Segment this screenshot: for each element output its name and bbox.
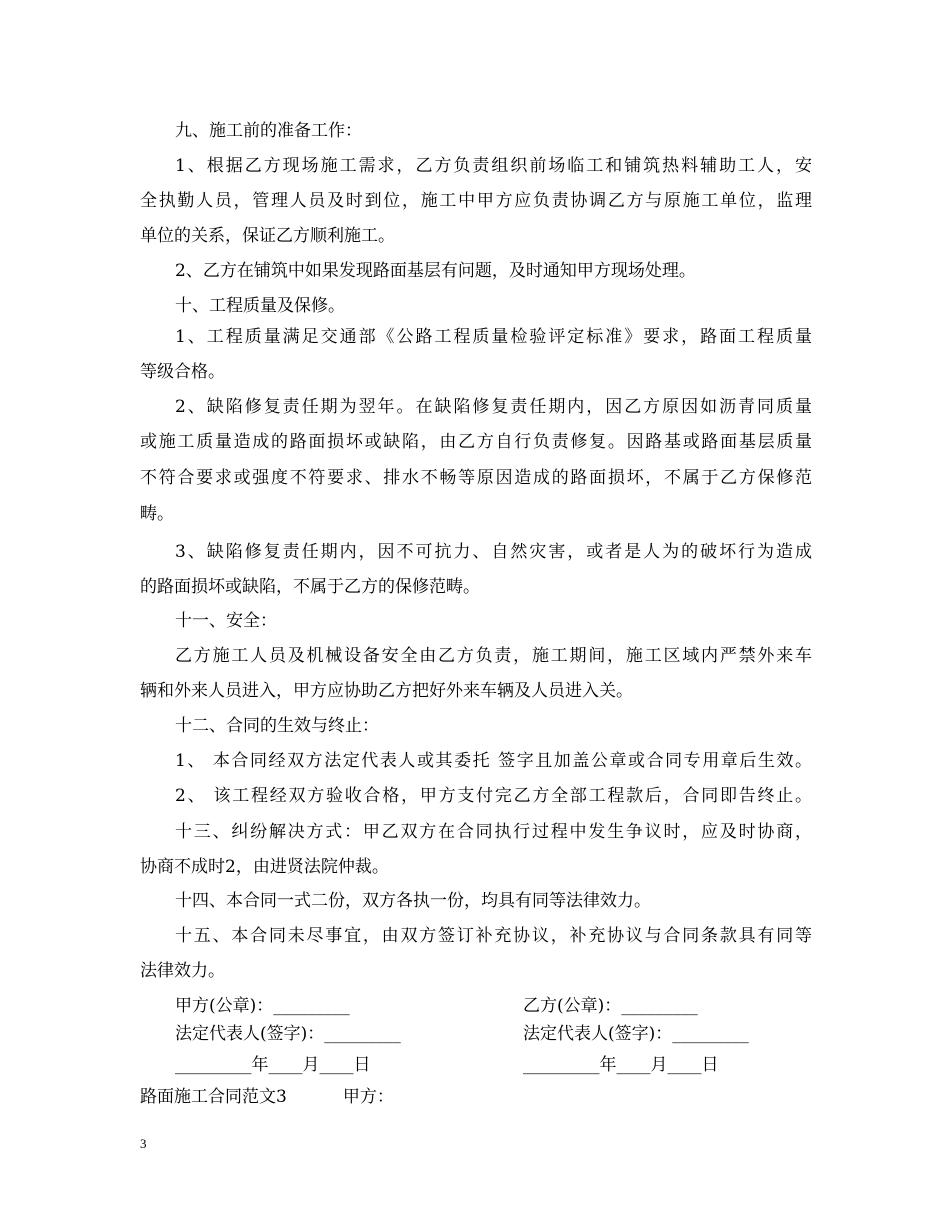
next-section-heading — [140, 1082, 812, 1112]
paragraph-line: 畴。 — [140, 504, 174, 524]
paragraph-line: 的路面损坏或缺陷，不属于乙方的保修范畴。 — [140, 577, 480, 597]
paragraph-line: 或施工质量造成的路面损坏或缺陷，由乙方自行负责修复。因路基或路面基层质量 — [140, 432, 812, 452]
section-heading-11: 十一、安全： — [175, 611, 277, 631]
paragraph-line: 1、工程质量满足交通部《公路工程质量检验评定标准》要求，路面工程质量 — [175, 327, 812, 347]
paragraph-line: 全执勤人员，管理人员及时到位，施工中甲方应负责协调乙方与原施工单位，监理 — [140, 191, 812, 211]
paragraph-line: 1、 本合同经双方法定代表人或其委托 签字且加盖公章或合同专用章后生效。 — [175, 751, 812, 771]
section-heading-12: 十二、合同的生效与终止： — [175, 716, 379, 736]
section-heading-15: 十五、本合同未尽事宜，由双方签订补充协议，补充协议与合同条款具有同等 — [175, 926, 812, 946]
paragraph-line: 2、乙方在铺筑中如果发现路面基层有问题，及时通知甲方现场处理。 — [175, 261, 696, 281]
page-number: 3 — [140, 1136, 147, 1151]
section-heading-9: 九、施工前的准备工作： — [175, 121, 362, 141]
party-b-date-field: _________年____月____日 — [523, 1055, 719, 1075]
party-b-representative-field: 法定代表人(签字)：_________ — [523, 1024, 749, 1044]
paragraph-line: 不符合要求或强度不符要求、排水不畅等原因造成的路面损坏，不属于乙方保修范 — [140, 468, 812, 488]
next-section-title: 路面施工合同范文3 — [140, 1087, 287, 1107]
paragraph-line: 2、缺陷修复责任期为翌年。在缺陷修复责任期内，因乙方原因如沥青同质量 — [175, 397, 812, 417]
paragraph-line: 单位的关系，保证乙方顺利施工。 — [140, 226, 395, 246]
party-a-seal-field: 甲方(公章)：_________ — [175, 996, 350, 1016]
section-heading-14: 十四、本合同一式二份，双方各执一份，均具有同等法律效力。 — [175, 891, 651, 911]
section-heading-13: 十三、纠纷解决方式：甲乙双方在合同执行过程中发生争议时，应及时协商， — [175, 822, 812, 842]
paragraph-line: 等级合格。 — [140, 362, 225, 382]
paragraph-line: 3、缺陷修复责任期内，因不可抗力、自然灾害，或者是人为的破坏行为造成 — [175, 542, 812, 562]
section-heading-10: 十、工程质量及保修。 — [175, 296, 345, 316]
paragraph-line: 1、根据乙方现场施工需求，乙方负责组织前场临工和铺筑热料辅助工人，安 — [175, 156, 812, 176]
paragraph-line: 辆和外来人员进入，甲方应协助乙方把好外来车辆及人员进入关。 — [140, 681, 633, 701]
paragraph-line: 乙方施工人员及机械设备安全由乙方负责，施工期间，施工区域内严禁外来车 — [175, 646, 812, 666]
party-b-seal-field: 乙方(公章)：_________ — [523, 996, 698, 1016]
party-a-date-field: _________年____月____日 — [175, 1055, 371, 1075]
party-a-representative-field: 法定代表人(签字)：_________ — [175, 1024, 401, 1044]
paragraph-line: 2、 该工程经双方验收合格，甲方支付完乙方全部工程款后，合同即告终止。 — [175, 786, 812, 806]
paragraph-line: 法律效力。 — [140, 961, 225, 981]
next-section-party: 甲方： — [342, 1087, 394, 1107]
paragraph-line: 协商不成时2，由进贤法院仲裁。 — [140, 857, 389, 877]
